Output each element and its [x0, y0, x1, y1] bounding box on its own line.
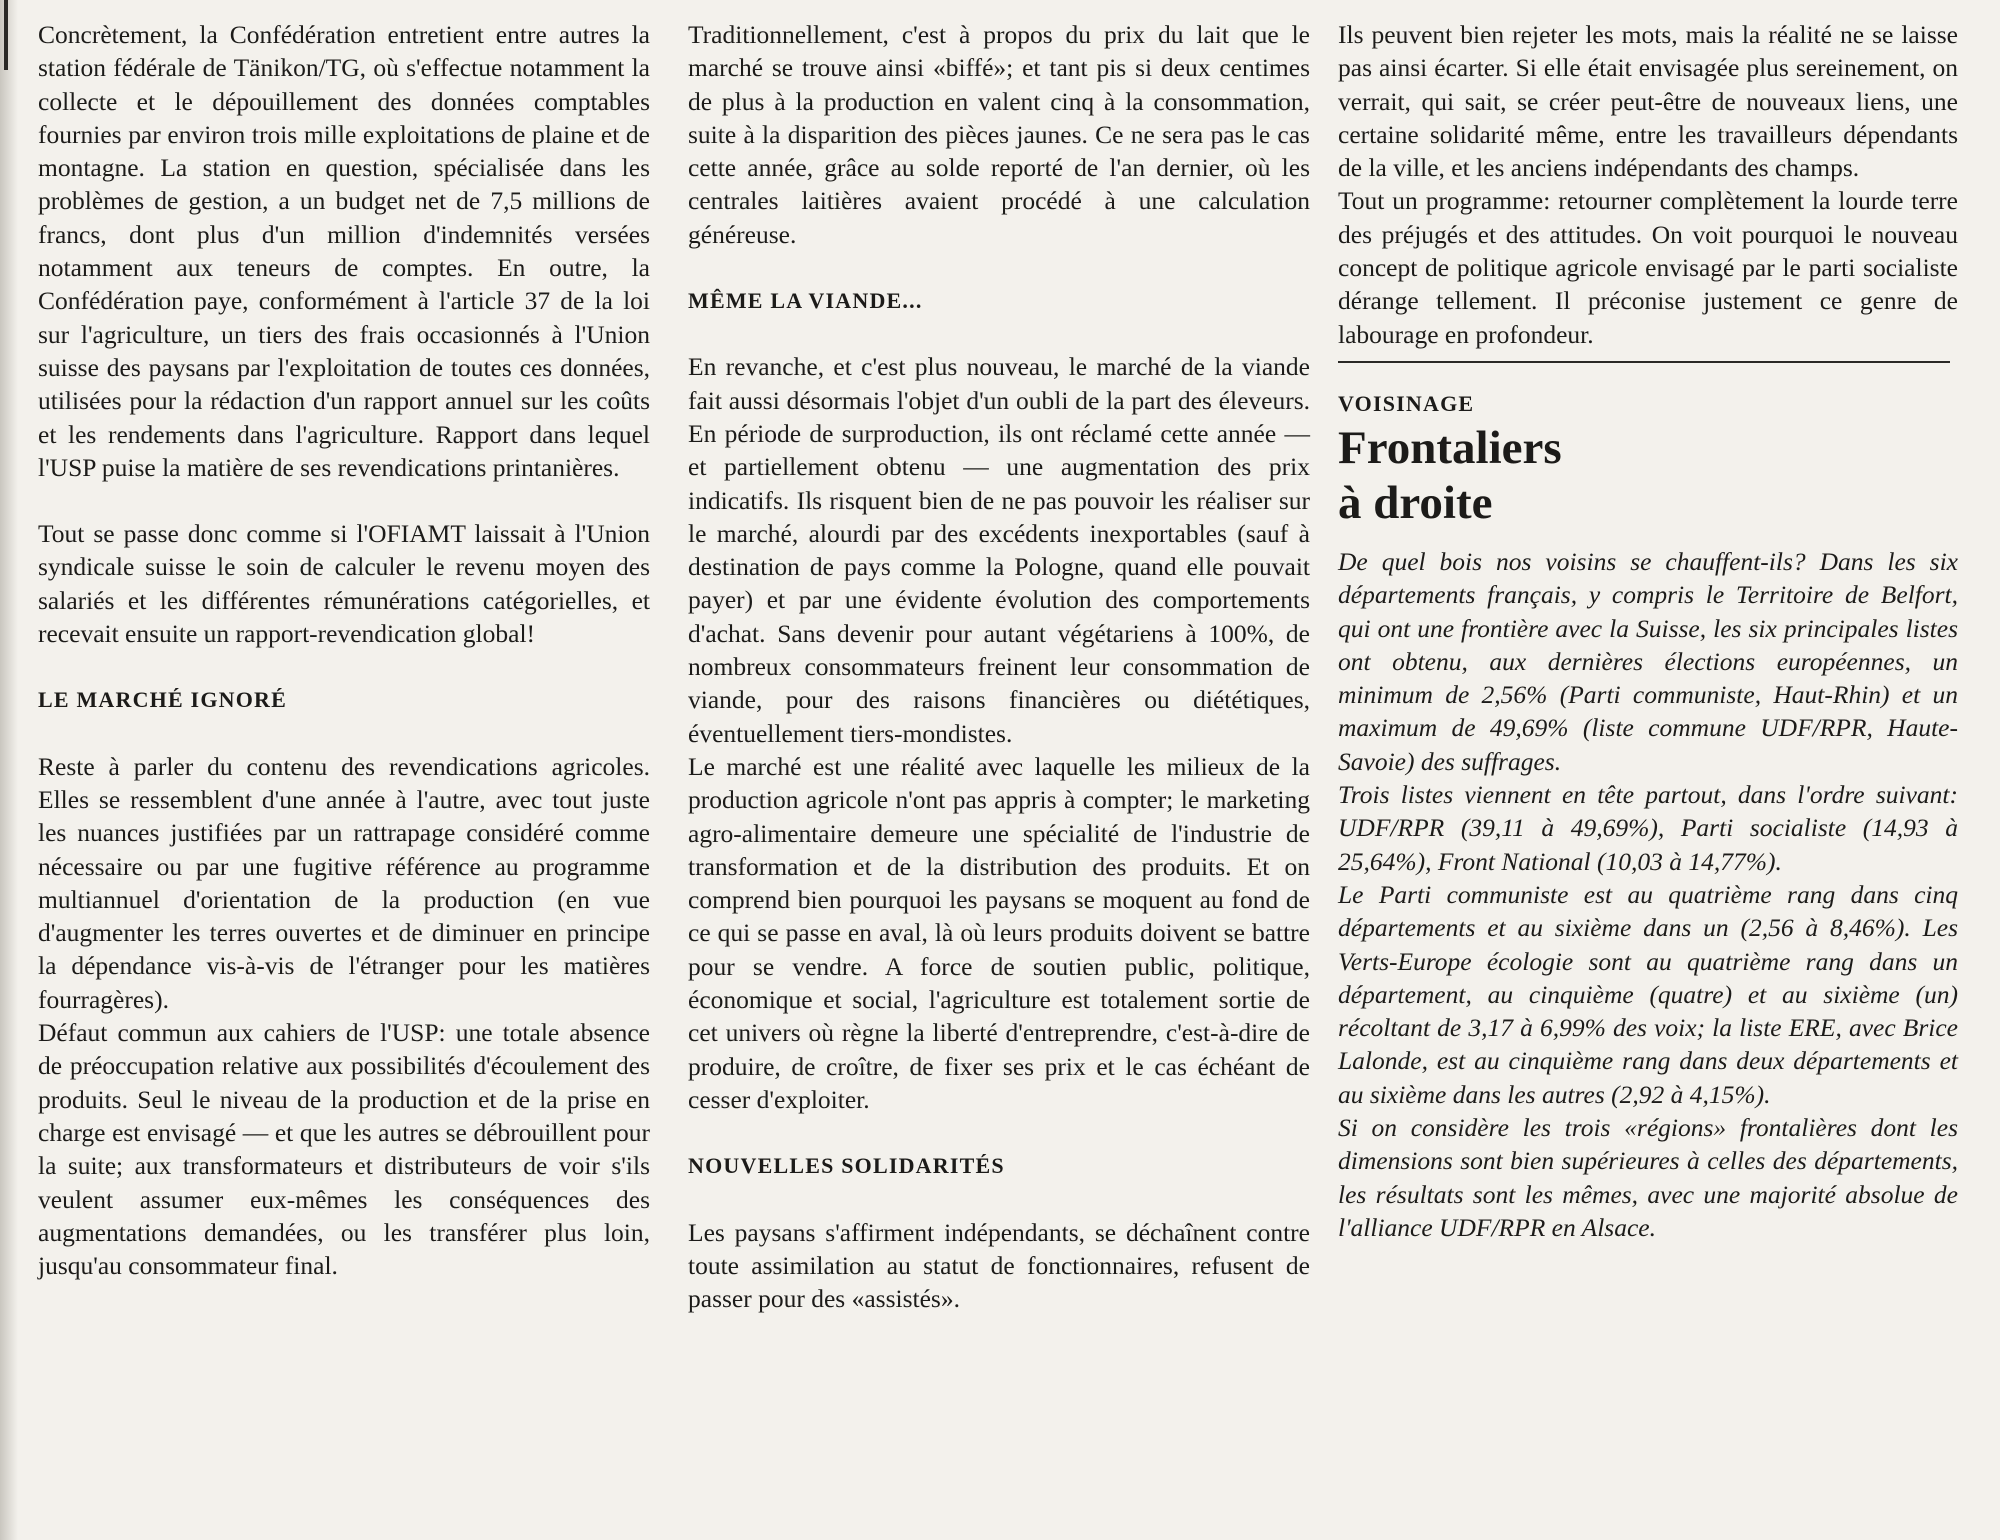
section-heading-nouvelles-solidarites: NOUVELLES SOLIDARITÉS: [688, 1153, 1005, 1179]
article-title-line-2: à droite: [1338, 476, 1493, 529]
section-heading-meme-la-viande: MÊME LA VIANDE...: [688, 288, 923, 314]
lede-paragraph-3: Le Parti communiste est au quatrième rang dans cinq départements et au sixième dans un (2,56 à 8,46%). Les Verts-Europe écologie sont au quatrième rang dans un département, au cinquième (quatre) et au sixième (un) récoltant de 3,17 à 6,99% des voix; la liste ERE, avec Brice Lalonde, est au cinquième rang dans deux départements et au sixième dans les autres (2,92 à 4,15%).: [1338, 879, 1958, 1109]
col2-paragraph-3: Le marché est une réalité avec laquelle les milieux de la production agricole n'ont pas appris à compter; le marketing agro-alimentaire demeure une spécialité de l'industrie de transformation et de la distribution des produits. Et on comprend bien pourquoi les paysans se moquent au fond de ce qui se passe en aval, là où leurs produits doivent se battre pour se vendre. A force de soutien public, politique, économique et social, l'agriculture est totalement sortie de cet univers où règne la liberté d'entreprendre, c'est-à-dire de produire, de croître, de fixer ses prix et le cas échéant de cesser d'exploiter.: [688, 751, 1310, 1114]
col3-paragraph-1: Ils peuvent bien rejeter les mots, mais la réalité ne se laisse pas ainsi écarter. Si elle était envisagée plus sereinement, on verrait, qui sait, se créer peut-être de nouveaux liens, une certaine solidarité même, entre les travailleurs dépendants de la ville, et les anciens indépendants des champs.: [1338, 20, 1958, 183]
col2-paragraph-1: Traditionnellement, c'est à propos du prix du lait que le marché se trouve ainsi «biffé»; et tant pis si deux centimes de plus à la production en valent cinq à la consommation, suite à la disparition des pièces jaunes. Ce ne sera pas le cas cette année, grâce au solde reporté de l'an dernier, où les centrales laitières avaient procédé à une calculation généreuse.: [688, 20, 1310, 249]
section-heading-marche-ignore: LE MARCHÉ IGNORÉ: [38, 687, 287, 713]
page-edge-line: [4, 0, 8, 70]
col2-paragraph-4: Les paysans s'affirment indépendants, se déchaînent contre toute assimilation au statut de fonctionnaires, refusent de passer pour des «assistés».: [688, 1217, 1310, 1314]
col2-paragraph-2: En revanche, et c'est plus nouveau, le marché de la viande fait aussi désormais l'objet d'un oubli de la part des éleveurs. En période de surproduction, ils ont réclamé cette année — et partiellement obtenu — une augmentation des prix indicatifs. Ils risquent bien de ne pas pouvoir les réaliser sur le marché, alourdi par des excédents inexportables (sauf à destination de pays comme la Pologne, quand elle pouvait payer) et par une évidente évolution des comportements d'achat. Sans devenir pour autant végétariens à 100%, de nombreux consommateurs freinent leur consommation de viande, pour des raisons financières ou diététiques, éventuellement tiers-mondistes.: [688, 352, 1310, 748]
col1-paragraph-4: Défaut commun aux cahiers de l'USP: une totale absence de préoccupation relative aux possibilités d'écoulement des produits. Seul le niveau de la production et de la prise en charge est envisagé — et que les autres se débrouillent pour la suite; aux transformateurs et distributeurs de voir s'ils veulent assumer eux-mêmes les conséquences des augmentations demandées, ou les transférer plus loin, jusqu'au consommateur final.: [38, 1018, 650, 1281]
col1-paragraph-1: Concrètement, la Confédération entretient entre autres la station fédérale de Tänikon/TG, où s'effectue notamment la collecte et le dépouillement des données comptables fournies par environ trois mille exploitations de plaine et de montagne. La station en question, spécialisée dans les problèmes de gestion, a un budget net de 7,5 millions de francs, dont plus d'un million d'indemnités versées notamment aux teneurs de comptes. En outre, la Confédération paye, conformément à l'article 37 de la loi sur l'agriculture, un tiers des frais occasionnés à l'Union suisse des paysans par l'exploitation de toutes ces données, utilisées pour la rédaction d'un rapport annuel sur les coûts et les rendements dans l'agriculture. Rapport dans lequel l'USP puise la matière de ses revendications printanières.: [38, 20, 650, 482]
article-lede: [1338, 545, 1958, 1244]
article-kicker: VOISINAGE: [1338, 390, 1475, 416]
page-edge-shadow: [0, 0, 18, 1540]
column-2: [688, 18, 1310, 1315]
col1-paragraph-2: Tout se passe donc comme si l'OFIAMT laissait à l'Union syndicale suisse le soin de calculer le revenu moyen des salariés et les différentes rémunérations catégorielles, et recevait ensuite un rapport-revendication global!: [38, 519, 650, 649]
lede-paragraph-2: Trois listes viennent en tête partout, dans l'ordre suivant: UDF/RPR (39,11 à 49,69%), Parti socialiste (14,93 à 25,64%), Front National (10,03 à 14,77%).: [1338, 780, 1958, 876]
col3-paragraph-2: Tout un programme: retourner complètement la lourde terre des préjugés et des attitudes. On voit pourquoi le nouveau concept de politique agricole envisagé par le parti socialiste dérange tellement. Il préconise justement ce genre de labourage en profondeur.: [1338, 186, 1958, 349]
lede-paragraph-1: De quel bois nos voisins se chauffent-ils? Dans les six départements français, y compris le Territoire de Belfort, qui ont une frontière avec la Suisse, les six principales listes ont obtenu, aux dernières élections européennes, un minimum de 2,56% (Parti communiste, Haut-Rhin) et un maximum de 49,69% (liste commune UDF/RPR, Haute-Savoie) des suffrages.: [1338, 546, 1958, 776]
lede-paragraph-4: Si on considère les trois «régions» frontalières dont les dimensions sont bien supérieures à celles des départements, les résultats sont les mêmes, avec une majorité absolue de l'alliance UDF/RPR en Alsace.: [1338, 1113, 1958, 1242]
article-title-line-1: Frontaliers: [1338, 421, 1562, 474]
article-title: [1338, 421, 1958, 531]
column-1: [38, 18, 650, 1282]
col1-paragraph-3: Reste à parler du contenu des revendications agricoles. Elles se ressemblent d'une année à l'autre, avec tout juste les nuances justifiées par un rattrapage considéré comme nécessaire ou par une fugitive référence au programme multiannuel d'orientation de la production (en vue d'augmenter les terres ouvertes et de diminuer en principe la dépendance vis-à-vis de l'étranger pour les matières fourragères).: [38, 751, 650, 1014]
column-3: [1338, 18, 1958, 1244]
section-divider: [1338, 361, 1950, 363]
